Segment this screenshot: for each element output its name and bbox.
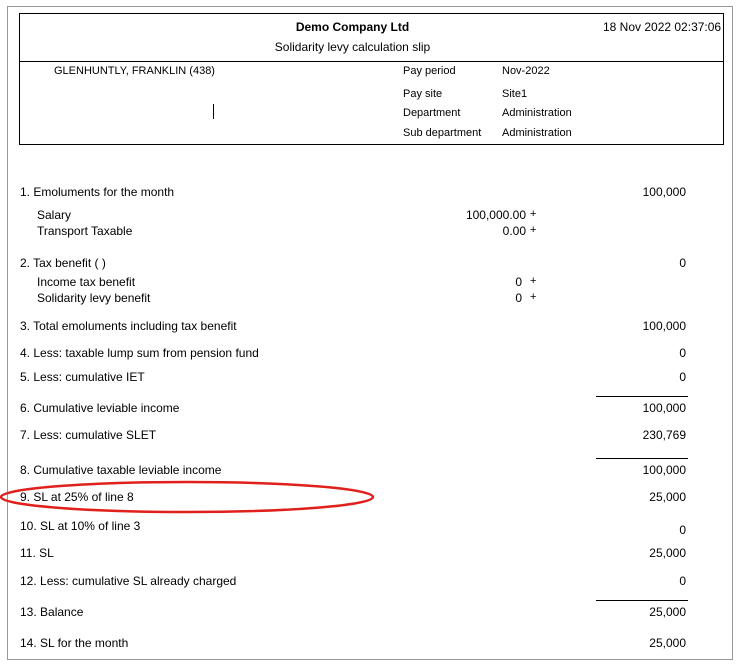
print-timestamp: 18 Nov 2022 02:37:06 [603, 20, 722, 34]
pay-site-value: Site1 [502, 88, 528, 100]
sub-department-value: Administration [502, 127, 572, 139]
department-value: Administration [502, 107, 572, 119]
header-divider [20, 61, 723, 62]
line-9-label: 9. SL at 25% of line 8 [20, 490, 134, 504]
employee-name: GLENHUNTLY, FRANKLIN (438) [54, 65, 215, 77]
subtotal-rule-3 [596, 600, 688, 601]
line-13-label: 13. Balance [20, 605, 84, 619]
line-6-label: 6. Cumulative leviable income [20, 401, 180, 415]
pay-period-label: Pay period [403, 65, 456, 77]
line-14-label: 14. SL for the month [20, 636, 129, 650]
line-9-value: 25,000 [649, 490, 686, 504]
subtotal-rule-2 [596, 458, 688, 459]
line-10-value: 0 [679, 523, 686, 537]
sl-benefit-amount: 0 [515, 291, 522, 305]
line-12-label: 12. Less: cumulative SL already charged [20, 574, 237, 588]
line-13-value: 25,000 [649, 605, 686, 619]
line-7-value: 230,769 [642, 428, 686, 442]
salary-sign: + [530, 208, 537, 220]
line-10-label: 10. SL at 10% of line 3 [20, 519, 141, 533]
line-8-value: 100,000 [642, 463, 686, 477]
income-tax-benefit-amount: 0 [515, 275, 522, 289]
transport-amount: 0.00 [502, 224, 526, 238]
line-5-value: 0 [679, 370, 686, 384]
income-tax-benefit-label: Income tax benefit [37, 275, 136, 289]
line-7-label: 7. Less: cumulative SLET [20, 428, 157, 442]
salary-label: Salary [37, 208, 72, 222]
line-6-value: 100,000 [642, 401, 686, 415]
transport-label: Transport Taxable [37, 224, 133, 238]
sl-benefit-label: Solidarity levy benefit [37, 291, 151, 305]
line-1-label: 1. Emoluments for the month [20, 185, 175, 199]
line-12-value: 0 [679, 574, 686, 588]
text-cursor [213, 104, 214, 119]
pay-period-value: Nov-2022 [502, 65, 550, 77]
pay-site-label: Pay site [403, 88, 443, 100]
line-4-label: 4. Less: taxable lump sum from pension fund [20, 346, 259, 360]
company-name: Demo Company Ltd [295, 20, 410, 34]
slip-header [19, 13, 724, 145]
income-tax-benefit-sign: + [530, 275, 537, 287]
line-4-value: 0 [679, 346, 686, 360]
line-11-value: 25,000 [649, 546, 686, 560]
sub-department-label: Sub department [403, 127, 482, 139]
sl-benefit-sign: + [530, 291, 537, 303]
line-8-label: 8. Cumulative taxable leviable income [20, 463, 222, 477]
line-2-label: 2. Tax benefit ( ) [20, 256, 106, 270]
line-5-label: 5. Less: cumulative IET [20, 370, 145, 384]
line-1-value: 100,000 [642, 185, 686, 199]
transport-sign: + [530, 224, 537, 236]
line-11-label: 11. SL [20, 546, 54, 560]
salary-amount: 100,000.00 [465, 208, 526, 222]
line-2-value: 0 [679, 256, 686, 270]
subtotal-rule-1 [596, 396, 688, 397]
line-3-value: 100,000 [642, 319, 686, 333]
line-14-value: 25,000 [649, 636, 686, 650]
slip-title: Solidarity levy calculation slip [274, 40, 431, 54]
department-label: Department [403, 107, 461, 119]
line-3-label: 3. Total emoluments including tax benefit [20, 319, 237, 333]
